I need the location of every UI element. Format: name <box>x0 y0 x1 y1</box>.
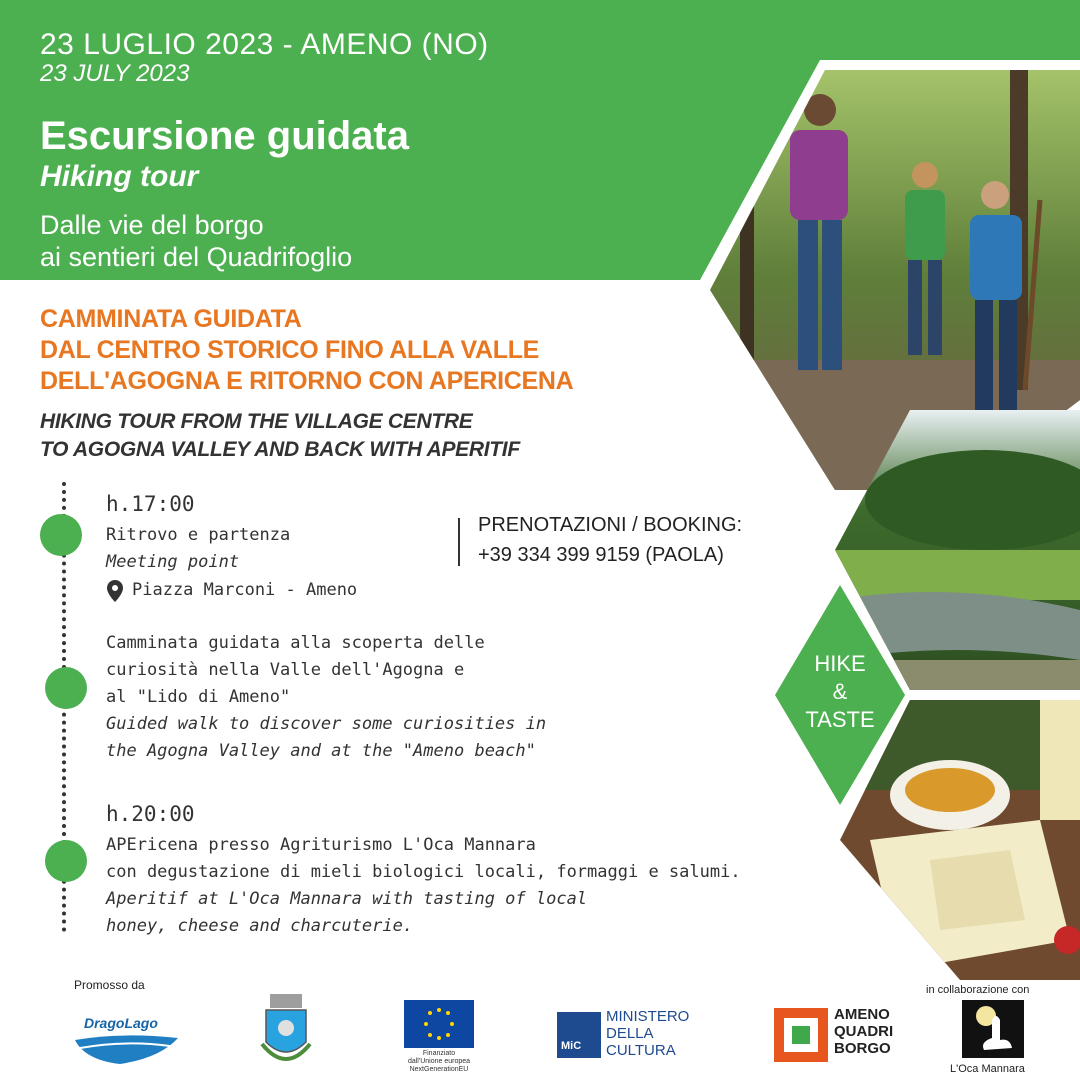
eu-line3: NextGenerationEU <box>409 1066 469 1073</box>
desc-it-line1: CAMMINATA GUIDATA <box>40 305 302 333</box>
desc-it-line2: DAL CENTRO STORICO FINO ALLA VALLE <box>40 336 540 364</box>
oca-label: L'Oca Mannara <box>950 1063 1025 1075</box>
ameno-line1: AMENO <box>834 1006 890 1023</box>
ameno-coat-of-arms-icon <box>256 992 316 1074</box>
promoted-label: Promosso da <box>74 978 145 992</box>
eu-flag-icon <box>404 1000 474 1048</box>
quadriborgo-logo-icon <box>774 1008 828 1062</box>
desc-en-line1: HIKING TOUR FROM THE VILLAGE CENTRE <box>40 410 473 433</box>
subtitle-line1: Dalle vie del borgo <box>40 210 264 240</box>
desc-en-line2: TO AGOGNA VALLEY AND BACK WITH APERITIF <box>40 438 520 461</box>
badge-line1: HIKE <box>814 651 866 676</box>
booking-label: PRENOTAZIONI / BOOKING: <box>478 514 743 536</box>
quadriborgo-text <box>834 1006 893 1057</box>
walk-en-2: the Agogna Valley and at the "Ameno beach" <box>106 741 536 761</box>
booking-phone[interactable]: +39 334 399 9159 (PAOLA) <box>478 544 724 566</box>
aperi-it-2: con degustazione di mieli biologici locali, formaggi e salumi. <box>106 862 741 882</box>
time-1: h.17:00 <box>106 492 195 516</box>
hike-taste-text <box>775 650 905 734</box>
meet-en: Meeting point <box>106 552 240 572</box>
collab-label: in collaborazione con <box>926 984 1030 996</box>
meet-it: Ritrovo e partenza <box>106 525 291 545</box>
mic-line3: CULTURA <box>606 1042 676 1059</box>
ameno-line3: BORGO <box>834 1040 891 1057</box>
desc-it-line3: DELL'AGOGNA E RITORNO CON APERICENA <box>40 367 574 395</box>
walk-it-2: curiosità nella Valle dell'Agogna e <box>106 660 465 680</box>
timeline-dot-3 <box>45 840 87 882</box>
mic-text <box>606 1008 689 1059</box>
aperi-en-2: honey, cheese and charcuterie. <box>106 916 414 936</box>
ameno-line2: QUADRI <box>834 1023 894 1040</box>
aperi-en-1: Aperitif at L'Oca Mannara with tasting of local <box>106 889 588 909</box>
title-en: Hiking tour <box>40 160 199 193</box>
walk-it-1: Camminata guidata alla scoperta delle <box>106 633 485 653</box>
eu-line1: Finanziato <box>422 1050 456 1057</box>
badge-line3: TASTE <box>805 707 875 732</box>
eu-line2: dall'Unione europea <box>407 1058 471 1065</box>
location-pin-icon <box>107 580 123 602</box>
dragolago-text: DragoLago <box>84 1015 158 1031</box>
walk-en-1: Guided walk to discover some curiosities in <box>106 714 547 734</box>
booking-divider <box>458 518 460 566</box>
eu-caption <box>388 1050 490 1074</box>
badge-line2: & <box>832 679 848 704</box>
location-text: Piazza Marconi - Ameno <box>132 580 358 600</box>
timeline-dot-2 <box>45 667 87 709</box>
mic-line2: DELLA <box>606 1025 654 1042</box>
timeline-dot-1 <box>40 514 82 556</box>
walk-it-3: al "Lido di Ameno" <box>106 687 291 707</box>
subtitle-line2: ai sentieri del Quadrifoglio <box>40 242 353 272</box>
aperi-it-1: APEricena presso Agriturismo L'Oca Mannara <box>106 835 536 855</box>
mic-line1: MINISTERO <box>606 1008 690 1025</box>
title-it: Escursione guidata <box>40 114 409 158</box>
event-date-en: 23 JULY 2023 <box>40 60 190 87</box>
time-2: h.20:00 <box>106 802 195 826</box>
mic-abbr: MiC <box>561 1040 582 1052</box>
event-date-it: 23 LUGLIO 2023 - AMENO (NO) <box>40 28 489 61</box>
oca-mannara-logo-icon <box>962 1000 1024 1058</box>
